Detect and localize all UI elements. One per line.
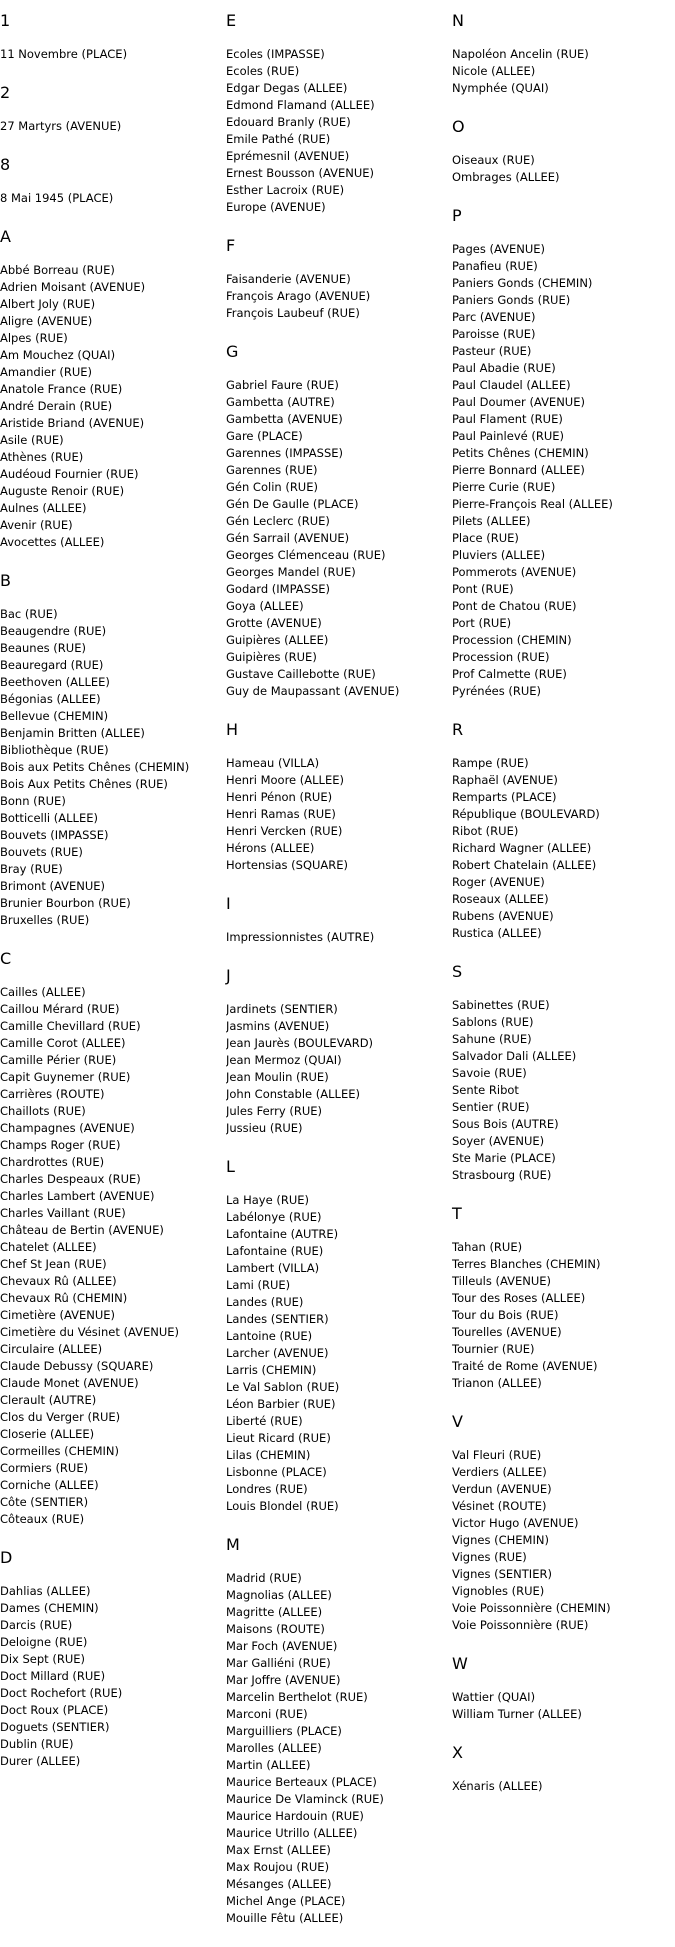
- street-entry: Voie Poissonnière (CHEMIN): [452, 1601, 611, 1615]
- street-entry: Edgar Degas (ALLEE): [226, 81, 348, 95]
- street-entry: Carrières (ROUTE): [0, 1087, 105, 1101]
- street-entry: Doct Rochefort (RUE): [0, 1686, 123, 1700]
- section-letter-heading: G: [226, 342, 239, 361]
- street-entry: Lisbonne (PLACE): [226, 1465, 327, 1479]
- street-entry: Anatole France (RUE): [0, 382, 123, 396]
- street-entry: Bellevue (CHEMIN): [0, 709, 109, 723]
- street-entry: Lafontaine (AUTRE): [226, 1227, 339, 1241]
- street-entry: Verdiers (ALLEE): [452, 1465, 547, 1479]
- street-entry: Alpes (RUE): [0, 331, 68, 345]
- letter-section: [452, 720, 675, 942]
- street-entry: Hérons (ALLEE): [226, 841, 315, 855]
- street-entry: Sous Bois (AUTRE): [452, 1117, 559, 1131]
- street-entry: Larcher (AVENUE): [226, 1346, 329, 1360]
- street-entry: Mouille Fêtu (ALLEE): [226, 1911, 344, 1925]
- street-entry: Nymphée (QUAI): [452, 81, 549, 95]
- street-entry: Nicole (ALLEE): [452, 64, 536, 78]
- street-entry: Ombrages (ALLEE): [452, 170, 560, 184]
- street-entry: Sente Ribot: [452, 1083, 519, 1097]
- section-letter-heading: W: [452, 1654, 468, 1673]
- street-entry: François Laubeuf (RUE): [226, 306, 360, 320]
- street-entry: Gén Colin (RUE): [226, 480, 318, 494]
- street-entry: Vésinet (ROUTE): [452, 1499, 547, 1513]
- letter-section: [226, 1157, 454, 1515]
- section-letter-heading: D: [0, 1548, 13, 1567]
- street-entry: Benjamin Britten (ALLEE): [0, 726, 145, 740]
- street-entry: Landes (RUE): [226, 1295, 304, 1309]
- street-entry: Ecoles (IMPASSE): [226, 47, 325, 61]
- section-letter-heading: P: [452, 206, 462, 225]
- street-entry: Darcis (RUE): [0, 1618, 73, 1632]
- section-letter-heading: 2: [0, 83, 11, 102]
- section-letter-heading: I: [226, 894, 231, 913]
- street-entry: Cailles (ALLEE): [0, 985, 86, 999]
- street-entry: Léon Barbier (RUE): [226, 1397, 336, 1411]
- street-entry: Beethoven (ALLEE): [0, 675, 110, 689]
- street-entry: Gambetta (AUTRE): [226, 395, 335, 409]
- section-letter-heading: E: [226, 11, 237, 30]
- street-entry: Jean Moulin (RUE): [226, 1070, 329, 1084]
- street-entry: Salvador Dali (ALLEE): [452, 1049, 577, 1063]
- street-entry: Magnolias (ALLEE): [226, 1588, 332, 1602]
- street-entry: Henri Moore (ALLEE): [226, 773, 344, 787]
- section-letter-heading: O: [452, 117, 465, 136]
- street-entry: La Haye (RUE): [226, 1193, 309, 1207]
- street-entry: Soyer (AVENUE): [452, 1134, 545, 1148]
- street-entry: Abbé Borreau (RUE): [0, 263, 115, 277]
- street-entry: Guipières (RUE): [226, 650, 317, 664]
- street-entry: Caillou Mérard (RUE): [0, 1002, 120, 1016]
- letter-section: [0, 83, 228, 135]
- street-entry: Bray (RUE): [0, 862, 63, 876]
- letter-section: [226, 894, 454, 946]
- street-entry: Victor Hugo (AVENUE): [452, 1516, 579, 1530]
- street-entry: Pyrénées (RUE): [452, 684, 542, 698]
- street-entry: Panafieu (RUE): [452, 259, 538, 273]
- street-entry: Gén De Gaulle (PLACE): [226, 497, 359, 511]
- street-entry: Guy de Maupassant (AVENUE): [226, 684, 400, 698]
- street-entry: Magritte (ALLEE): [226, 1605, 323, 1619]
- street-entry: 27 Martyrs (AVENUE): [0, 119, 122, 133]
- letter-section: [226, 342, 454, 700]
- street-entry: Doct Roux (PLACE): [0, 1703, 109, 1717]
- street-entry: Avenir (RUE): [0, 518, 73, 532]
- letter-section: [226, 966, 454, 1137]
- street-entry: Champagnes (AVENUE): [0, 1121, 135, 1135]
- street-entry: Oiseaux (RUE): [452, 153, 535, 167]
- street-entry: Sentier (RUE): [452, 1100, 530, 1114]
- street-entry: Faisanderie (AVENUE): [226, 272, 351, 286]
- street-entry: Tournier (RUE): [452, 1342, 535, 1356]
- street-index-column-1: [0, 11, 228, 1790]
- street-entry: Madrid (RUE): [226, 1571, 302, 1585]
- street-entry: Traité de Rome (AVENUE): [452, 1359, 598, 1373]
- street-entry: Maurice Hardouin (RUE): [226, 1809, 364, 1823]
- street-entry: Europe (AVENUE): [226, 200, 326, 214]
- street-entry: Albert Joly (RUE): [0, 297, 96, 311]
- street-entry: Bouvets (RUE): [0, 845, 83, 859]
- street-entry: Bibliothèque (RUE): [0, 743, 109, 757]
- street-entry: Grotte (AVENUE): [226, 616, 322, 630]
- street-entry: Edouard Branly (RUE): [226, 115, 351, 129]
- street-entry: Mar Galliéni (RUE): [226, 1656, 331, 1670]
- street-index-column-3: [452, 11, 675, 1815]
- letter-section: [452, 962, 675, 1184]
- street-entry: Circulaire (ALLEE): [0, 1342, 103, 1356]
- street-entry: Pierre Bonnard (ALLEE): [452, 463, 585, 477]
- street-entry: Athènes (RUE): [0, 450, 84, 464]
- street-entry: Michel Ange (PLACE): [226, 1894, 346, 1908]
- street-entry: Maisons (ROUTE): [226, 1622, 325, 1636]
- street-entry: Procession (CHEMIN): [452, 633, 572, 647]
- street-entry: Cimetière (AVENUE): [0, 1308, 116, 1322]
- street-entry: Camille Chevillard (RUE): [0, 1019, 141, 1033]
- street-entry: République (BOULEVARD): [452, 807, 600, 821]
- street-entry: Louis Blondel (RUE): [226, 1499, 339, 1513]
- street-entry: Parc (AVENUE): [452, 310, 536, 324]
- street-entry: Paniers Gonds (RUE): [452, 293, 571, 307]
- section-letter-heading: M: [226, 1535, 240, 1554]
- street-entry: Larris (CHEMIN): [226, 1363, 317, 1377]
- street-entry: Chef St Jean (RUE): [0, 1257, 107, 1271]
- street-entry: Verdun (AVENUE): [452, 1482, 552, 1496]
- street-entry: Port (RUE): [452, 616, 512, 630]
- street-entry: Tourelles (AVENUE): [452, 1325, 562, 1339]
- street-entry: Landes (SENTIER): [226, 1312, 329, 1326]
- street-entry: Liberté (RUE): [226, 1414, 303, 1428]
- street-entry: Chardrottes (RUE): [0, 1155, 105, 1169]
- street-entry: Dublin (RUE): [0, 1737, 74, 1751]
- street-entry: Labélonye (RUE): [226, 1210, 322, 1224]
- section-letter-heading: R: [452, 720, 464, 739]
- letter-section: [226, 720, 454, 874]
- street-entry: Ecoles (RUE): [226, 64, 300, 78]
- street-entry: Pluviers (ALLEE): [452, 548, 546, 562]
- street-entry: Camille Corot (ALLEE): [0, 1036, 126, 1050]
- street-entry: Robert Chatelain (ALLEE): [452, 858, 597, 872]
- street-entry: Pierre Curie (RUE): [452, 480, 556, 494]
- street-entry: Petits Chênes (CHEMIN): [452, 446, 589, 460]
- street-entry: Jules Ferry (RUE): [226, 1104, 323, 1118]
- street-entry: Lantoine (RUE): [226, 1329, 313, 1343]
- section-letter-heading: X: [452, 1743, 463, 1762]
- street-entry: Tour des Roses (ALLEE): [452, 1291, 586, 1305]
- street-entry: Voie Poissonnière (RUE): [452, 1618, 589, 1632]
- street-entry: Clos du Verger (RUE): [0, 1410, 121, 1424]
- street-entry: Jean Jaurès (BOULEVARD): [226, 1036, 374, 1050]
- street-entry: Pommerots (AVENUE): [452, 565, 577, 579]
- street-entry: Camille Périer (RUE): [0, 1053, 117, 1067]
- street-entry: Maurice De Vlaminck (RUE): [226, 1792, 384, 1806]
- street-entry: Ste Marie (PLACE): [452, 1151, 556, 1165]
- street-entry: Brimont (AVENUE): [0, 879, 106, 893]
- section-letter-heading: N: [452, 11, 464, 30]
- street-entry: Gén Leclerc (RUE): [226, 514, 330, 528]
- section-letter-heading: C: [0, 949, 12, 968]
- street-entry: Paul Claudel (ALLEE): [452, 378, 571, 392]
- street-entry: Terres Blanches (CHEMIN): [452, 1257, 601, 1271]
- street-entry: Cormiers (RUE): [0, 1461, 89, 1475]
- street-entry: Lilas (CHEMIN): [226, 1448, 311, 1462]
- street-entry: Raphaël (AVENUE): [452, 773, 558, 787]
- street-entry: Gabriel Faure (RUE): [226, 378, 339, 392]
- street-entry: Sahune (RUE): [452, 1032, 532, 1046]
- street-entry: Bouvets (IMPASSE): [0, 828, 109, 842]
- letter-section: [0, 571, 228, 929]
- street-entry: Garennes (IMPASSE): [226, 446, 344, 460]
- street-entry: Emile Pathé (RUE): [226, 132, 331, 146]
- street-entry: Château de Bertin (AVENUE): [0, 1223, 164, 1237]
- street-entry: John Constable (ALLEE): [226, 1087, 360, 1101]
- street-entry: Botticelli (ALLEE): [0, 811, 98, 825]
- street-entry: Paroisse (RUE): [452, 327, 536, 341]
- street-entry: Chevaux Rû (CHEMIN): [0, 1291, 128, 1305]
- street-entry: Sabinettes (RUE): [452, 998, 550, 1012]
- section-letter-heading: 1: [0, 11, 11, 30]
- street-entry: Paul Flament (RUE): [452, 412, 563, 426]
- section-letter-heading: A: [0, 227, 11, 246]
- street-entry: Remparts (PLACE): [452, 790, 557, 804]
- street-entry: Rustica (ALLEE): [452, 926, 542, 940]
- street-entry: Savoie (RUE): [452, 1066, 527, 1080]
- street-entry: Pont (RUE): [452, 582, 514, 596]
- street-entry: Henri Pénon (RUE): [226, 790, 333, 804]
- letter-section: [0, 227, 228, 551]
- street-entry: Georges Mandel (RUE): [226, 565, 356, 579]
- street-entry: Avocettes (ALLEE): [0, 535, 105, 549]
- letter-section: [452, 1654, 675, 1723]
- street-entry: Napoléon Ancelin (RUE): [452, 47, 589, 61]
- street-entry: Martin (ALLEE): [226, 1758, 311, 1772]
- street-entry: Max Roujou (RUE): [226, 1860, 330, 1874]
- letter-section: [452, 1743, 675, 1795]
- street-entry: Charles Vaillant (RUE): [0, 1206, 126, 1220]
- street-entry: Amandier (RUE): [0, 365, 93, 379]
- street-entry: Bois Aux Petits Chênes (RUE): [0, 777, 168, 791]
- street-entry: Chevaux Rû (ALLEE): [0, 1274, 117, 1288]
- street-entry: Hameau (VILLA): [226, 756, 320, 770]
- section-letter-heading: B: [0, 571, 11, 590]
- street-entry: Trianon (ALLEE): [452, 1376, 542, 1390]
- letter-section: [452, 1204, 675, 1392]
- letter-section: [0, 949, 228, 1528]
- street-entry: Charles Lambert (AVENUE): [0, 1189, 155, 1203]
- street-entry: Marcelin Berthelot (RUE): [226, 1690, 368, 1704]
- street-entry: Pages (AVENUE): [452, 242, 546, 256]
- street-entry: Jussieu (RUE): [226, 1121, 303, 1135]
- street-entry: Brunier Bourbon (RUE): [0, 896, 131, 910]
- section-letter-heading: J: [226, 966, 231, 985]
- street-entry: Côte (SENTIER): [0, 1495, 89, 1509]
- street-entry: Capit Guynemer (RUE): [0, 1070, 131, 1084]
- street-entry: Pasteur (RUE): [452, 344, 532, 358]
- street-entry: Bac (RUE): [0, 607, 58, 621]
- letter-section: [226, 236, 454, 322]
- letter-section: [452, 117, 675, 186]
- street-entry: Rubens (AVENUE): [452, 909, 554, 923]
- street-entry: Georges Clémenceau (RUE): [226, 548, 386, 562]
- street-entry: Dahlias (ALLEE): [0, 1584, 91, 1598]
- street-entry: Impressionnistes (AUTRE): [226, 930, 375, 944]
- street-entry: Max Ernst (ALLEE): [226, 1843, 331, 1857]
- street-entry: Mar Joffre (AVENUE): [226, 1673, 341, 1687]
- street-entry: Paul Painlevé (RUE): [452, 429, 565, 443]
- section-letter-heading: T: [452, 1204, 462, 1223]
- street-entry: Aligre (AVENUE): [0, 314, 93, 328]
- section-letter-heading: H: [226, 720, 239, 739]
- street-entry: Eprémesnil (AVENUE): [226, 149, 350, 163]
- street-entry: Aristide Briand (AVENUE): [0, 416, 145, 430]
- street-entry: Sablons (RUE): [452, 1015, 534, 1029]
- street-entry: Lafontaine (RUE): [226, 1244, 324, 1258]
- street-entry: Goya (ALLEE): [226, 599, 304, 613]
- street-entry: Vignes (CHEMIN): [452, 1533, 549, 1547]
- street-entry: Adrien Moisant (AVENUE): [0, 280, 146, 294]
- letter-section: [0, 1548, 228, 1770]
- street-entry: Aulnes (ALLEE): [0, 501, 87, 515]
- street-entry: Asile (RUE): [0, 433, 64, 447]
- street-entry: Charles Despeaux (RUE): [0, 1172, 141, 1186]
- street-entry: Vignes (SENTIER): [452, 1567, 552, 1581]
- street-entry: William Turner (ALLEE): [452, 1707, 582, 1721]
- street-entry: Auguste Renoir (RUE): [0, 484, 125, 498]
- street-entry: Closerie (ALLEE): [0, 1427, 95, 1441]
- street-entry: Gustave Caillebotte (RUE): [226, 667, 376, 681]
- street-entry: Lami (RUE): [226, 1278, 291, 1292]
- street-entry: Henri Vercken (RUE): [226, 824, 343, 838]
- street-entry: Gare (PLACE): [226, 429, 303, 443]
- section-letter-heading: L: [226, 1157, 235, 1176]
- street-entry: Pont de Chatou (RUE): [452, 599, 577, 613]
- letter-section: [0, 11, 228, 63]
- street-entry: Deloigne (RUE): [0, 1635, 88, 1649]
- street-entry: Esther Lacroix (RUE): [226, 183, 345, 197]
- letter-section: [452, 1412, 675, 1634]
- street-entry: Wattier (QUAI): [452, 1690, 536, 1704]
- street-entry: Guipières (ALLEE): [226, 633, 329, 647]
- street-entry: Tahan (RUE): [452, 1240, 523, 1254]
- street-entry: Am Mouchez (QUAI): [0, 348, 116, 362]
- letter-section: [452, 11, 675, 97]
- street-entry: Roger (AVENUE): [452, 875, 545, 889]
- street-entry: Vignes (RUE): [452, 1550, 527, 1564]
- street-entry: Paul Doumer (AVENUE): [452, 395, 585, 409]
- street-entry: Strasbourg (RUE): [452, 1168, 552, 1182]
- street-entry: Marolles (ALLEE): [226, 1741, 322, 1755]
- street-entry: Vignobles (RUE): [452, 1584, 545, 1598]
- street-entry: Edmond Flamand (ALLEE): [226, 98, 375, 112]
- section-letter-heading: V: [452, 1412, 463, 1431]
- street-entry: Gambetta (AVENUE): [226, 412, 343, 426]
- street-entry: 8 Mai 1945 (PLACE): [0, 191, 114, 205]
- street-entry: Doguets (SENTIER): [0, 1720, 110, 1734]
- street-entry: Claude Monet (AVENUE): [0, 1376, 139, 1390]
- street-entry: Tour du Bois (RUE): [452, 1308, 559, 1322]
- street-entry: Marconi (RUE): [226, 1707, 308, 1721]
- street-entry: Maurice Utrillo (ALLEE): [226, 1826, 358, 1840]
- street-entry: Beauregard (RUE): [0, 658, 104, 672]
- street-entry: Procession (RUE): [452, 650, 550, 664]
- street-entry: Bégonias (ALLEE): [0, 692, 101, 706]
- street-entry: Paul Abadie (RUE): [452, 361, 556, 375]
- street-entry: Hortensias (SQUARE): [226, 858, 349, 872]
- street-entry: Doct Millard (RUE): [0, 1669, 106, 1683]
- street-entry: Ribot (RUE): [452, 824, 519, 838]
- street-entry: Tilleuls (AVENUE): [452, 1274, 551, 1288]
- street-entry: Mar Foch (AVENUE): [226, 1639, 338, 1653]
- street-entry: Audéoud Fournier (RUE): [0, 467, 139, 481]
- street-entry: Lambert (VILLA): [226, 1261, 320, 1275]
- street-entry: Marguilliers (PLACE): [226, 1724, 342, 1738]
- street-entry: André Derain (RUE): [0, 399, 113, 413]
- street-entry: Val Fleuri (RUE): [452, 1448, 542, 1462]
- street-entry: Chaillots (RUE): [0, 1104, 86, 1118]
- street-entry: Cormeilles (CHEMIN): [0, 1444, 120, 1458]
- street-entry: Chatelet (ALLEE): [0, 1240, 97, 1254]
- section-letter-heading: 8: [0, 155, 11, 174]
- street-entry: Henri Ramas (RUE): [226, 807, 336, 821]
- street-entry: Le Val Sablon (RUE): [226, 1380, 340, 1394]
- street-entry: Ernest Bousson (AVENUE): [226, 166, 375, 180]
- street-entry: Rampe (RUE): [452, 756, 529, 770]
- street-entry: Xénaris (ALLEE): [452, 1779, 543, 1793]
- street-entry: Bruxelles (RUE): [0, 913, 90, 927]
- street-entry: Bonn (RUE): [0, 794, 66, 808]
- street-entry: Bois aux Petits Chênes (CHEMIN): [0, 760, 190, 774]
- street-entry: Garennes (RUE): [226, 463, 318, 477]
- street-entry: Dix Sept (RUE): [0, 1652, 85, 1666]
- street-entry: Pilets (ALLEE): [452, 514, 531, 528]
- street-entry: Clerault (AUTRE): [0, 1393, 97, 1407]
- street-entry: Champs Roger (RUE): [0, 1138, 121, 1152]
- street-entry: Dames (CHEMIN): [0, 1601, 99, 1615]
- street-entry: Jasmins (AVENUE): [226, 1019, 330, 1033]
- street-entry: Côteaux (RUE): [0, 1512, 85, 1526]
- section-letter-heading: S: [452, 962, 463, 981]
- letter-section: [452, 206, 675, 700]
- street-entry: 11 Novembre (PLACE): [0, 47, 128, 61]
- street-entry: Beaugendre (RUE): [0, 624, 107, 638]
- street-entry: Mésanges (ALLEE): [226, 1877, 332, 1891]
- street-entry: Pierre-François Real (ALLEE): [452, 497, 613, 511]
- street-entry: Gén Sarrail (AVENUE): [226, 531, 350, 545]
- street-entry: Londres (RUE): [226, 1482, 308, 1496]
- street-entry: Claude Debussy (SQUARE): [0, 1359, 154, 1373]
- street-entry: Beaunes (RUE): [0, 641, 86, 655]
- street-entry: Roseaux (ALLEE): [452, 892, 549, 906]
- street-entry: Godard (IMPASSE): [226, 582, 330, 596]
- section-letter-heading: F: [226, 236, 236, 255]
- letter-section: [226, 1535, 454, 1927]
- street-entry: Durer (ALLEE): [0, 1754, 81, 1768]
- street-entry: Jardinets (SENTIER): [226, 1002, 338, 1016]
- letter-section: [0, 155, 228, 207]
- street-entry: Lieut Ricard (RUE): [226, 1431, 331, 1445]
- street-entry: Place (RUE): [452, 531, 519, 545]
- street-entry: Paniers Gonds (CHEMIN): [452, 276, 593, 290]
- street-entry: François Arago (AVENUE): [226, 289, 371, 303]
- street-entry: Corniche (ALLEE): [0, 1478, 99, 1492]
- street-entry: Richard Wagner (ALLEE): [452, 841, 592, 855]
- street-index-column-2: [226, 11, 454, 1947]
- street-entry: Prof Calmette (RUE): [452, 667, 567, 681]
- street-entry: Maurice Berteaux (PLACE): [226, 1775, 377, 1789]
- street-entry: Cimetière du Vésinet (AVENUE): [0, 1325, 180, 1339]
- letter-section: [226, 11, 454, 216]
- street-entry: Jean Mermoz (QUAI): [226, 1053, 342, 1067]
